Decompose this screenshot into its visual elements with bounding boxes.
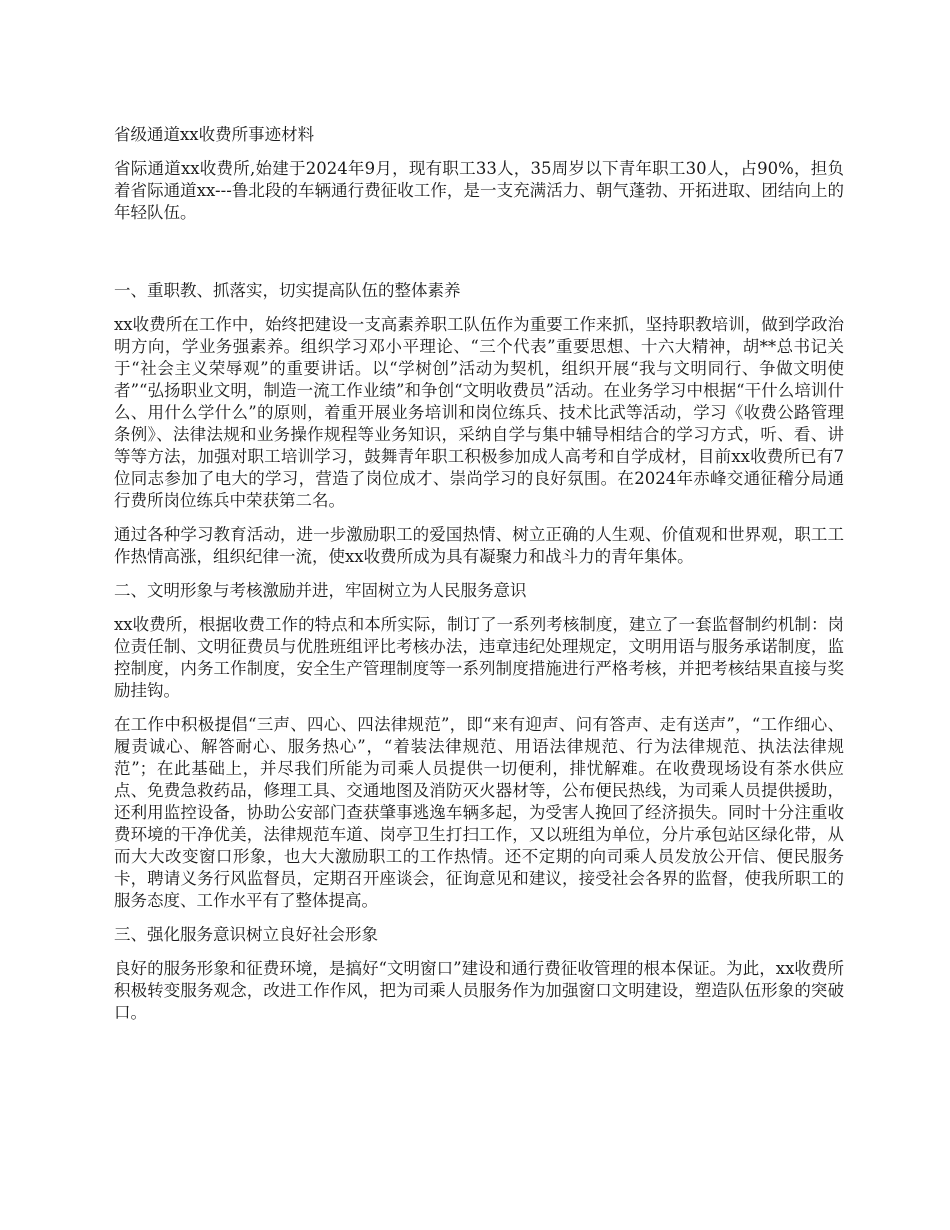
section2-paragraph-1: xx收费所，根据收费工作的特点和本所实际，制订了一系列考核制度，建立了一套监督制约机制：岗位责任制、文明征费员与优胜班组评比考核办法，违章违纪处理规定，文明用语与服务承诺制度，监控制度，内务工作制度，安全生产管理制度等一系列制度措施进行严格考核，并把考核结果直接与奖励挂钩。 <box>114 615 844 700</box>
intro-paragraph: 省际通道xx收费所,始建于2024年9月，现有职工33人，35周岁以下青年职工30人，占90%，担负着省际通道xx---鲁北段的车辆通行费征收工作，是一支充满活力、朝气蓬勃、开拓进取、团结向上的年轻队伍。 <box>114 159 844 222</box>
section2-paragraph-2: 在工作中积极提倡“三声、四心、四法律规范”，即“来有迎声、问有答声、走有送声”，“工作细心、履责诚心、解答耐心、服务热心”，“着装法律规范、用语法律规范、行为法律规范、执法法律规范”；在此基础上，并尽我们所能为司乘人员提供一切便利，排忧解难。在收费现场设有茶水供应点、免费急救药品，修理工具、交通地图及消防灭火器材等，公布便民热线，为司乘人员提供援助，还利用监控设备，协助公安部门查获肇事逃逸车辆多起，为受害人挽回了经济损失。同时十分注重收费环境的干净优美，法律规范车道、岗亭卫生打扫工作，又以班组为单位，分片承包站区绿化带，从而大大改变窗口形象，也大大激励职工的工作热情。还不定期的向司乘人员发放公开信、便民服务卡，聘请义务行风监督员，定期召开座谈会，征询意见和建议，接受社会各界的监督，使我所职工的服务态度、工作水平有了整体提高。 <box>114 715 844 910</box>
section3-paragraph-1: 良好的服务形象和征费环境，是搞好“文明窗口”建设和通行费征收管理的根本保证。为此，xx收费所积极转变服务观念，改进工作作风，把为司乘人员服务作为加强窗口文明建设，塑造队伍形象的突破口。 <box>114 959 844 1022</box>
document-page <box>114 124 844 1036</box>
section1-heading: 一、重职教、抓落实，切实提高队伍的整体素养 <box>114 281 461 300</box>
document-title: 省级通道xx收费所事迹材料 <box>114 125 315 144</box>
section1-paragraph-1: xx收费所在工作中，始终把建设一支高素养职工队伍作为重要工作来抓，坚持职教培训，做到学政治明方向，学业务强素养。组织学习邓小平理论、“三个代表”重要思想、十六大精神，胡**总书记关于“社会主义荣辱观”的重要讲话。以“学树创”活动为契机，组织开展“我与文明同行、争做文明使者”“弘扬职业文明，制造一流工作业绩”和争创“文明收费员”活动。在业务学习中根据“干什么培训什么、用什么学什么”的原则，着重开展业务培训和岗位练兵、技术比武等活动，学习《收费公路管理条例》、法律法规和业务操作规程等业务知识，采纳自学与集中辅导相结合的学习方式，听、看、讲等等方法，加强对职工培训学习，鼓舞青年职工积极参加成人高考和自学成材，目前xx收费所已有7位同志参加了电大的学习，营造了岗位成才、崇尚学习的良好氛围。在2024年赤峰交通征稽分局通行费所岗位练兵中荣获第二名。 <box>114 315 844 510</box>
section2-heading: 二、文明形象与考核激励并进，牢固树立为人民服务意识 <box>114 581 527 600</box>
section3-heading: 三、强化服务意识树立良好社会形象 <box>114 925 378 944</box>
section1-paragraph-2: 通过各种学习教育活动，进一步激励职工的爱国热情、树立正确的人生观、价值观和世界观，职工工作热情高涨，组织纪律一流，使xx收费所成为具有凝聚力和战斗力的青年集体。 <box>114 525 844 566</box>
